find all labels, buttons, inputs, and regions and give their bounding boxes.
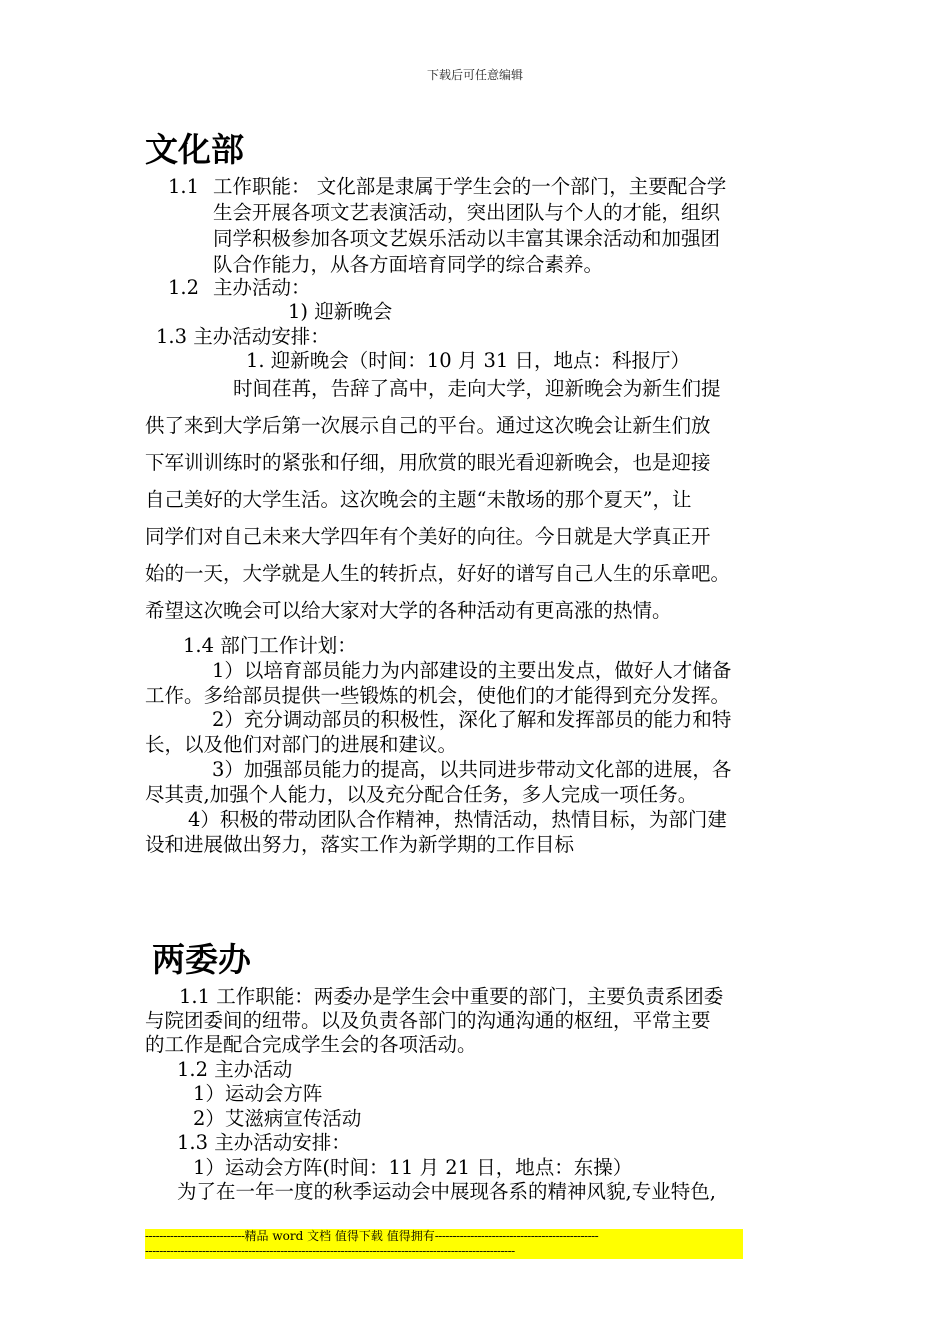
plan-line: 尽其责,加强个人能力，以及充分配合任务，多人完成一项任务。 xyxy=(145,783,698,806)
section-1-3-label: 1.3 主办活动安排： xyxy=(156,325,330,348)
section-1-1-number: 1.1 xyxy=(168,175,200,198)
section-1-1-body: 工作职能： 文化部是隶属于学生会的一个部门，主要配合学 生会开展各项文艺表演活动，突出团队与个人的才能，组织 同学积极参加各项文艺娱乐活动以丰富其课余活动和加强团 队合作能力，从各方面培育同学的综合素养。 xyxy=(213,175,727,276)
page-header: 下载后可任意编辑 xyxy=(426,68,523,82)
plan-line: 3）加强部员能力的提高，以共同进步带动文化部的进展，各 xyxy=(212,758,732,781)
section-1-2-label: 主办活动： xyxy=(213,276,311,299)
plan-line: 1）以培育部员能力为内部建设的主要出发点，做好人才储备 xyxy=(212,659,732,682)
schedule-item: 1）运动会方阵(时间：11 月 21 日，地点：东操） xyxy=(193,1156,633,1179)
activity-item: 1）运动会方阵 xyxy=(193,1082,323,1105)
section-title-wenhuabu: 文化部 xyxy=(145,130,244,169)
section-2-1-3-label: 1.3 主办活动安排： xyxy=(177,1131,351,1154)
paragraph-line: 自己美好的大学生活。这次晚会的主题“未散场的那个夏天”，让 xyxy=(145,488,692,511)
section-2-1-2-label: 1.2 主办活动 xyxy=(177,1058,293,1081)
paragraph-line: 的工作是配合完成学生会的各项活动。 xyxy=(145,1033,477,1056)
section-1-2-item: 1) 迎新晚会 xyxy=(288,300,393,323)
section-1-4-label: 1.4 部门工作计划： xyxy=(183,634,357,657)
plan-line: 2）充分调动部员的积极性，深化了解和发挥部员的能力和特 xyxy=(212,708,732,731)
paragraph-line: 为了在一年一度的秋季运动会中展现各系的精神风貌,专业特色, xyxy=(177,1180,716,1203)
paragraph-line: 下军训训练时的紧张和仔细，用欣赏的眼光看迎新晚会，也是迎接 xyxy=(145,451,711,474)
plan-line: 4）积极的带动团队合作精神，热情活动，热情目标，为部门建 xyxy=(188,808,727,831)
paragraph-line: 时间荏苒，告辞了高中，走向大学，迎新晚会为新生们提 xyxy=(233,377,721,400)
footer-text: 精品 word 文档 值得下载 值得拥有 xyxy=(244,1229,435,1243)
paragraph-line: 希望这次晚会可以给大家对大学的各种活动有更高涨的热情。 xyxy=(145,599,672,622)
paragraph-line: 1.1 工作职能：两委办是学生会中重要的部门，主要负责系团委 xyxy=(179,985,724,1008)
paragraph-line: 供了来到大学后第一次展示自己的平台。通过这次晚会让新生们放 xyxy=(145,414,711,437)
footer-banner: ----------------------------精品 word 文档 值得下载 值得拥有---------------------------------------------- -------------------------------------------------------------------------------------------------------- xyxy=(145,1229,743,1259)
plan-line: 长，以及他们对部门的进展和建议。 xyxy=(145,733,458,756)
section-title-liangweiban: 两委办 xyxy=(152,940,251,979)
activity-item: 2）艾滋病宣传活动 xyxy=(193,1107,362,1130)
paragraph-line: 与院团委间的纽带。以及负责各部门的沟通沟通的枢纽，平常主要 xyxy=(145,1009,711,1032)
plan-line: 工作。多给部员提供一些锻炼的机会，使他们的才能得到充分发挥。 xyxy=(145,684,731,707)
section-1-2-number: 1.2 xyxy=(168,276,200,299)
section-1-3-item: 1. 迎新晚会（时间：10 月 31 日，地点：科报厅） xyxy=(246,349,691,372)
paragraph-line: 始的一天，大学就是人生的转折点，好好的谱写自己人生的乐章吧。 xyxy=(145,562,731,585)
paragraph-line: 同学们对自己未来大学四年有个美好的向往。今日就是大学真正开 xyxy=(145,525,711,548)
plan-line: 设和进展做出努力，落实工作为新学期的工作目标 xyxy=(145,833,575,856)
